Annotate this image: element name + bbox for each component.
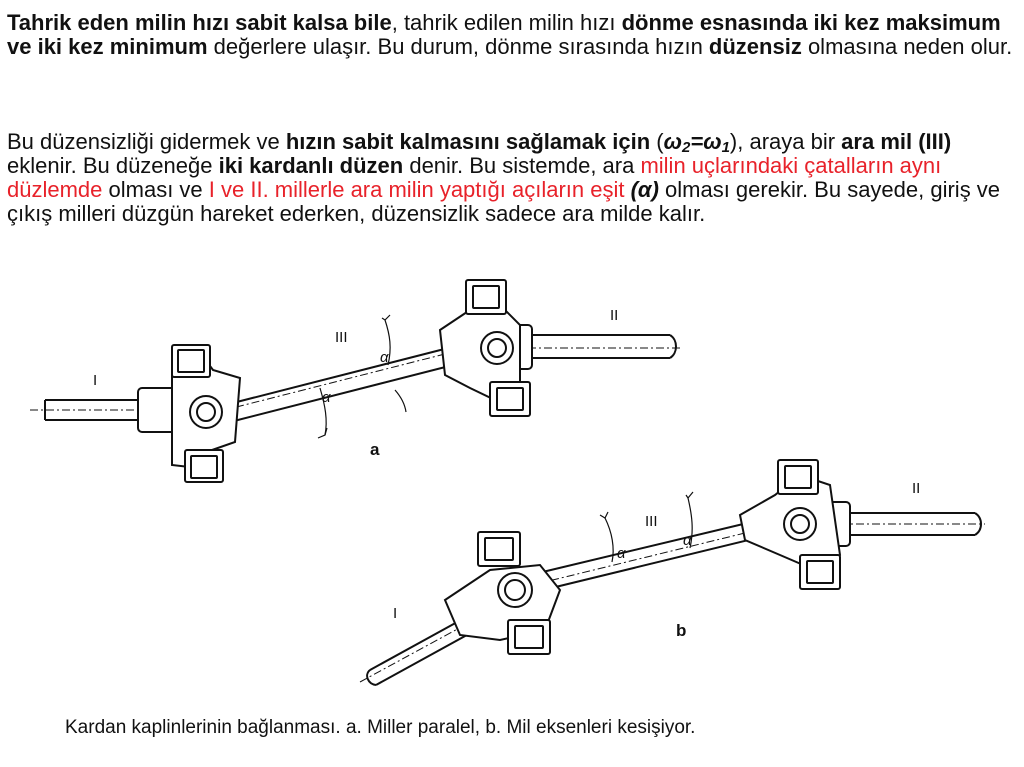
label-b-alpha-1: α	[617, 545, 626, 562]
p1-bold-1: Tahrik eden milin hızı sabit kalsa bile	[7, 10, 392, 35]
paragraph-1	[7, 11, 1017, 59]
p2-text-5: denir. Bu sistemde, ara	[403, 153, 641, 178]
p2-text-1: Bu düzensizliği gidermek ve	[7, 129, 286, 154]
paragraph-2	[7, 130, 1017, 226]
p2-bold-1: hızın sabit kalmasını sağlamak için	[285, 129, 651, 154]
p1-bold-3: düzensiz	[708, 34, 802, 59]
label-a-letter: a	[370, 440, 380, 459]
p2-text-3: ), araya bir	[729, 129, 842, 154]
label-b-letter: b	[676, 621, 687, 640]
shaft-a-III	[225, 345, 465, 422]
figure-caption: Kardan kaplinlerinin bağlanması. a. Miller paralel, b. Mil eksenleri kesişiyor.	[65, 717, 696, 738]
label-b-alpha-2: α	[683, 532, 692, 549]
label-b-I: I	[393, 605, 398, 622]
label-b-III: III	[645, 513, 658, 530]
p1-bold-2: dönme esnasında iki kez maksimum ve iki kez minimum	[7, 10, 1001, 59]
label-a-II: II	[610, 307, 619, 324]
cardan-joint-diagram	[0, 270, 1024, 690]
p2-bold-3: iki kardanlı düzen	[218, 153, 404, 178]
p2-bold-2: ara mil (III)	[841, 129, 952, 154]
p2-red-1: milin uçlarındaki çatalların aynı düzlemde	[7, 153, 942, 202]
joint-b-1	[445, 532, 560, 654]
label-a-I: I	[93, 372, 98, 389]
p1-text-1: , tahrik edilen milin hızı	[391, 10, 622, 35]
p2-text-6: olması ve	[102, 177, 209, 202]
omega-2: $\omega_2=\omega_1$	[663, 129, 730, 156]
joint-a-1	[138, 345, 240, 482]
shaft-b-III	[530, 520, 765, 592]
label-b-II: II	[912, 480, 921, 497]
joint-a-2	[440, 280, 532, 416]
p2-text-2: (	[650, 129, 664, 154]
joint-b-2	[740, 460, 850, 589]
p2-alpha: (α)	[630, 177, 659, 202]
p2-red-2: I ve II. millerle ara milin yaptığı açıların eşit	[208, 177, 625, 202]
diagram-a	[30, 280, 680, 482]
label-a-alpha-1: α	[322, 389, 331, 406]
label-a-alpha-2: α	[380, 349, 389, 366]
p1-text-2: değerlere ulaşır. Bu durum, dönme sırasında hızın	[207, 34, 709, 59]
shaft-a-II	[520, 335, 676, 358]
p2-text-4: eklenir. Bu düzeneğe	[7, 153, 219, 178]
p1-text-3: olmasına neden olur.	[801, 34, 1013, 59]
label-a-III: III	[335, 329, 348, 346]
diagram-b	[360, 460, 985, 685]
p2-text-7: olması gerekir. Bu sayede, giriş ve çıkış milleri düzgün hareket ederken, düzensizlik sadece ara milde kalır.	[7, 177, 1001, 226]
